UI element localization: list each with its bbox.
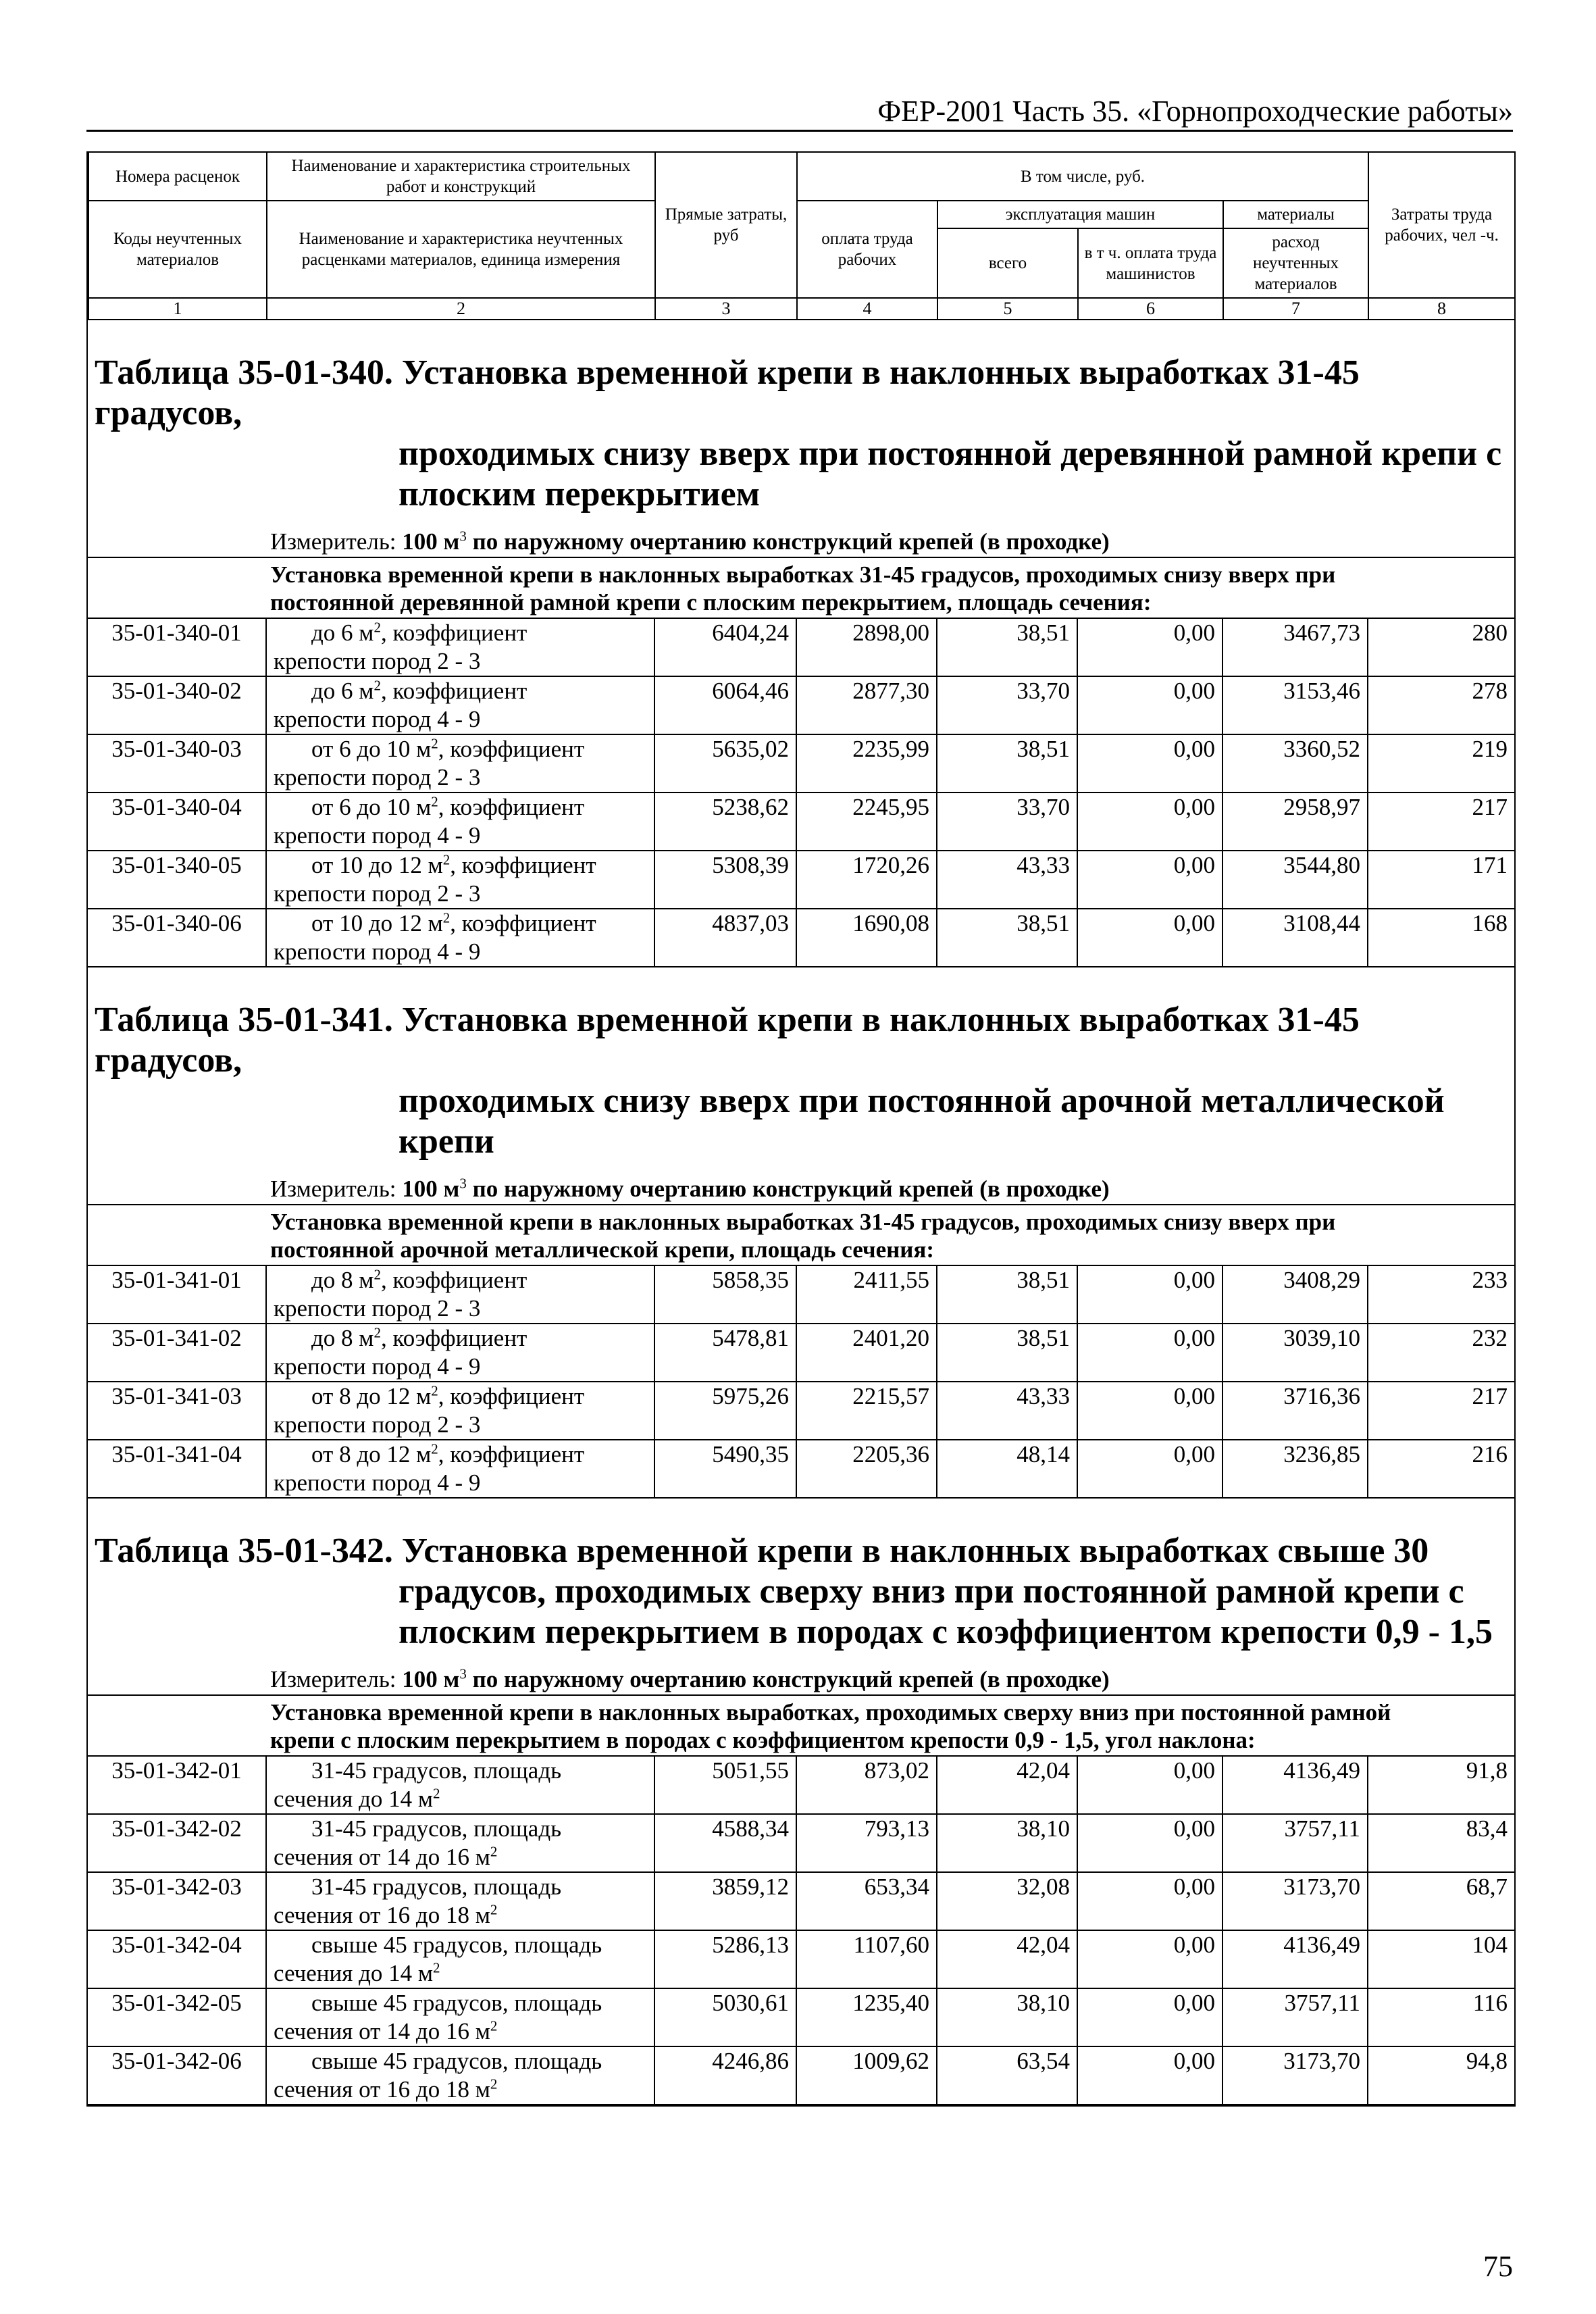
materials-cell: 3108,44 bbox=[1222, 909, 1368, 967]
section-title-line: проходимых снизу вверх при постоянной арочной металлической крепи bbox=[398, 1082, 1445, 1161]
rate-code: 35-01-341-03 bbox=[88, 1382, 266, 1440]
rate-description: свыше 45 градусов, площадь сечения до 14 $м^2$ bbox=[266, 1930, 654, 1988]
materials-cell: 3408,29 bbox=[1222, 1265, 1368, 1324]
section-title-line: проходимых снизу вверх при постоянной деревянной рамной крепи с bbox=[398, 434, 1502, 473]
direct-costs-cell: 4246,86 bbox=[654, 2046, 796, 2105]
materials-cell: 3467,73 bbox=[1222, 618, 1368, 676]
direct-costs-cell: 5030,61 bbox=[654, 1988, 796, 2046]
rate-description: до 6 $м^2$, коэффициент крепости пород 4 - 9 bbox=[266, 676, 654, 734]
rates-table bbox=[88, 1265, 1514, 1499]
labor-pay-cell: 2898,00 bbox=[796, 618, 937, 676]
operators-pay-cell: 0,00 bbox=[1077, 2046, 1222, 2105]
rate-description: свыше 45 градусов, площадь сечения от 14 до 16 $м^2$ bbox=[266, 1988, 654, 2046]
rate-description: до 6 $м^2$, коэффициент крепости пород 2 - 3 bbox=[266, 618, 654, 676]
labor-pay-cell: 1009,62 bbox=[796, 2046, 937, 2105]
rate-code: 35-01-340-02 bbox=[88, 676, 266, 734]
operators-pay-cell: 0,00 bbox=[1077, 618, 1222, 676]
header-name-bottom: Наименование и характеристика неучтенных расценками материалов, единица измерения bbox=[267, 201, 655, 298]
rate-description: свыше 45 градусов, площадь сечения от 16 до 18 $м^2$ bbox=[266, 2046, 654, 2105]
operators-pay-cell: 0,00 bbox=[1077, 1930, 1222, 1988]
section-title-line: Таблица 35-01-342. Установка временной крепи в наклонных выработках свыше 30 bbox=[95, 1532, 1429, 1570]
rates-table bbox=[88, 1755, 1514, 2105]
labor-pay-cell: 2245,95 bbox=[796, 793, 937, 851]
labor-hours-cell: 94,8 bbox=[1368, 2046, 1514, 2105]
rate-code: 35-01-342-06 bbox=[88, 2046, 266, 2105]
rate-code: 35-01-340-03 bbox=[88, 734, 266, 793]
intro-line: Установка временной крепи в наклонных выработках 31-45 градусов, проходимых снизу вверх при bbox=[270, 1209, 1336, 1235]
materials-cell: 3236,85 bbox=[1222, 1440, 1368, 1498]
machine-total-cell: 42,04 bbox=[937, 1756, 1077, 1814]
table-row bbox=[88, 1440, 1514, 1498]
table-section bbox=[88, 320, 1514, 967]
column-number: 7 bbox=[1223, 298, 1368, 320]
labor-hours-cell: 217 bbox=[1368, 793, 1514, 851]
section-title-line: плоским перекрытием в породах с коэффициентом крепости 0,9 - 1,5 bbox=[398, 1613, 1493, 1651]
header-name-top: Наименование и характеристика строительных работ и конструкций bbox=[267, 152, 655, 201]
column-header bbox=[88, 151, 1516, 320]
rate-code: 35-01-340-05 bbox=[88, 851, 266, 909]
intro-line: постоянной деревянной рамной крепи с плоским перекрытием, площадь сечения: bbox=[270, 589, 1152, 615]
meter-label: Измеритель: bbox=[270, 1666, 396, 1692]
table-row bbox=[88, 1382, 1514, 1440]
direct-costs-cell: 5286,13 bbox=[654, 1930, 796, 1988]
labor-pay-cell: 1720,26 bbox=[796, 851, 937, 909]
rate-description: от 10 до 12 $м^2$, коэффициент крепости пород 2 - 3 bbox=[266, 851, 654, 909]
labor-hours-cell: 232 bbox=[1368, 1324, 1514, 1382]
rate-code: 35-01-340-01 bbox=[88, 618, 266, 676]
machine-total-cell: 43,33 bbox=[937, 851, 1077, 909]
labor-pay-cell: 2401,20 bbox=[796, 1324, 937, 1382]
labor-hours-cell: 233 bbox=[1368, 1265, 1514, 1324]
table-section bbox=[88, 967, 1514, 1499]
labor-hours-cell: 278 bbox=[1368, 676, 1514, 734]
materials-cell: 3757,11 bbox=[1222, 1988, 1368, 2046]
section-title-line: градусов, проходимых сверху вниз при постоянной рамной крепи с bbox=[398, 1572, 1464, 1611]
labor-pay-cell: 793,13 bbox=[796, 1814, 937, 1872]
meter-label: Измеритель: bbox=[270, 1176, 396, 1202]
operators-pay-cell: 0,00 bbox=[1077, 851, 1222, 909]
rate-description: 31-45 градусов, площадь сечения до 14 $м^2$ bbox=[266, 1756, 654, 1814]
section-meter bbox=[88, 1663, 1514, 1694]
machine-total-cell: 38,51 bbox=[937, 734, 1077, 793]
table-row bbox=[88, 793, 1514, 851]
direct-costs-cell: 5478,81 bbox=[654, 1324, 796, 1382]
document-table bbox=[86, 151, 1516, 2107]
header-including: В том числе, руб. bbox=[797, 152, 1368, 201]
section-title-line: плоским перекрытием bbox=[398, 475, 761, 513]
direct-costs-cell: 5308,39 bbox=[654, 851, 796, 909]
operators-pay-cell: 0,00 bbox=[1077, 909, 1222, 967]
header-machine-operators-pay: в т ч. оплата труда машинистов bbox=[1078, 228, 1223, 298]
intro-line: крепи с плоским перекрытием в породах с коэффициентом крепости 0,9 - 1,5, угол наклона: bbox=[270, 1727, 1256, 1753]
section-title-line: Таблица 35-01-340. Установка временной крепи в наклонных выработках 31-45 градусов, bbox=[95, 353, 1360, 432]
materials-cell: 3173,70 bbox=[1222, 1872, 1368, 1930]
labor-hours-cell: 171 bbox=[1368, 851, 1514, 909]
header-machine-operation: эксплуатация машин bbox=[937, 201, 1223, 228]
labor-pay-cell: 2205,36 bbox=[796, 1440, 937, 1498]
direct-costs-cell: 6404,24 bbox=[654, 618, 796, 676]
section-title bbox=[88, 320, 1514, 526]
materials-cell: 3716,36 bbox=[1222, 1382, 1368, 1440]
labor-pay-cell: 1107,60 bbox=[796, 1930, 937, 1988]
operators-pay-cell: 0,00 bbox=[1077, 1988, 1222, 2046]
labor-hours-cell: 280 bbox=[1368, 618, 1514, 676]
labor-hours-cell: 219 bbox=[1368, 734, 1514, 793]
machine-total-cell: 42,04 bbox=[937, 1930, 1077, 1988]
labor-hours-cell: 168 bbox=[1368, 909, 1514, 967]
meter-rest: по наружному очертанию конструкций крепей (в проходке) bbox=[472, 528, 1110, 555]
rate-description: до 8 $м^2$, коэффициент крепости пород 4 - 9 bbox=[266, 1324, 654, 1382]
rate-description: от 8 до 12 $м^2$, коэффициент крепости пород 2 - 3 bbox=[266, 1382, 654, 1440]
table-row bbox=[88, 1930, 1514, 1988]
materials-cell: 3757,11 bbox=[1222, 1814, 1368, 1872]
header-codes-bottom: Коды неучтенных материалов bbox=[88, 201, 267, 298]
header-materials: материалы bbox=[1223, 201, 1368, 228]
operators-pay-cell: 0,00 bbox=[1077, 1440, 1222, 1498]
header-materials-unaccounted: расход неучтенных материалов bbox=[1223, 228, 1368, 298]
machine-total-cell: 38,51 bbox=[937, 1324, 1077, 1382]
direct-costs-cell: 6064,46 bbox=[654, 676, 796, 734]
meter-value: 100 м bbox=[402, 1666, 460, 1692]
table-row bbox=[88, 1814, 1514, 1872]
operators-pay-cell: 0,00 bbox=[1077, 676, 1222, 734]
header-machine-total: всего bbox=[937, 228, 1078, 298]
column-number: 4 bbox=[797, 298, 937, 320]
meter-rest: по наружному очертанию конструкций крепей (в проходке) bbox=[472, 1176, 1110, 1202]
page-number: 75 bbox=[1483, 2250, 1513, 2283]
table-row bbox=[88, 1265, 1514, 1324]
table-section bbox=[88, 1499, 1514, 2105]
table-row bbox=[88, 851, 1514, 909]
operators-pay-cell: 0,00 bbox=[1077, 1382, 1222, 1440]
intro-line: Установка временной крепи в наклонных выработках 31-45 градусов, проходимых снизу вверх при bbox=[270, 561, 1336, 588]
operators-pay-cell: 0,00 bbox=[1077, 793, 1222, 851]
rate-description: от 6 до 10 $м^2$, коэффициент крепости пород 2 - 3 bbox=[266, 734, 654, 793]
rate-code: 35-01-341-04 bbox=[88, 1440, 266, 1498]
machine-total-cell: 33,70 bbox=[937, 793, 1077, 851]
labor-hours-cell: 83,4 bbox=[1368, 1814, 1514, 1872]
column-number: 2 bbox=[267, 298, 655, 320]
header-codes-top: Номера расценок bbox=[88, 152, 267, 201]
materials-cell: 3360,52 bbox=[1222, 734, 1368, 793]
rate-description: от 8 до 12 $м^2$, коэффициент крепости пород 4 - 9 bbox=[266, 1440, 654, 1498]
column-number: 1 bbox=[88, 298, 267, 320]
meter-value: 100 м bbox=[402, 1176, 460, 1202]
section-intro bbox=[88, 1204, 1514, 1265]
machine-total-cell: 48,14 bbox=[937, 1440, 1077, 1498]
table-row bbox=[88, 909, 1514, 967]
direct-costs-cell: 5238,62 bbox=[654, 793, 796, 851]
materials-cell: 3173,70 bbox=[1222, 2046, 1368, 2105]
table-row bbox=[88, 734, 1514, 793]
materials-cell: 3153,46 bbox=[1222, 676, 1368, 734]
header-direct-costs: Прямые затраты, руб bbox=[655, 152, 797, 298]
rate-description: 31-45 градусов, площадь сечения от 14 до 16 $м^2$ bbox=[266, 1814, 654, 1872]
operators-pay-cell: 0,00 bbox=[1077, 1872, 1222, 1930]
meter-sup: 3 bbox=[459, 1175, 467, 1192]
labor-pay-cell: 653,34 bbox=[796, 1872, 937, 1930]
intro-line: Установка временной крепи в наклонных выработках, проходимых сверху вниз при постоянной рамной bbox=[270, 1699, 1391, 1726]
operators-pay-cell: 0,00 bbox=[1077, 734, 1222, 793]
materials-cell: 3039,10 bbox=[1222, 1324, 1368, 1382]
machine-total-cell: 38,10 bbox=[937, 1988, 1077, 2046]
column-number: 3 bbox=[655, 298, 797, 320]
machine-total-cell: 38,51 bbox=[937, 1265, 1077, 1324]
section-title-line: Таблица 35-01-341. Установка временной крепи в наклонных выработках 31-45 градусов, bbox=[95, 1001, 1360, 1080]
section-title bbox=[88, 967, 1514, 1173]
machine-total-cell: 38,51 bbox=[937, 618, 1077, 676]
direct-costs-cell: 3859,12 bbox=[654, 1872, 796, 1930]
direct-costs-cell: 5490,35 bbox=[654, 1440, 796, 1498]
rates-table bbox=[88, 618, 1514, 967]
labor-pay-cell: 1690,08 bbox=[796, 909, 937, 967]
header-rule bbox=[86, 130, 1513, 132]
rate-description: 31-45 градусов, площадь сечения от 16 до 18 $м^2$ bbox=[266, 1872, 654, 1930]
labor-pay-cell: 2215,57 bbox=[796, 1382, 937, 1440]
labor-hours-cell: 217 bbox=[1368, 1382, 1514, 1440]
materials-cell: 2958,97 bbox=[1222, 793, 1368, 851]
labor-hours-cell: 116 bbox=[1368, 1988, 1514, 2046]
table-row bbox=[88, 1324, 1514, 1382]
rate-description: от 10 до 12 $м^2$, коэффициент крепости пород 4 - 9 bbox=[266, 909, 654, 967]
machine-total-cell: 33,70 bbox=[937, 676, 1077, 734]
labor-pay-cell: 2411,55 bbox=[796, 1265, 937, 1324]
labor-pay-cell: 2877,30 bbox=[796, 676, 937, 734]
machine-total-cell: 43,33 bbox=[937, 1382, 1077, 1440]
materials-cell: 4136,49 bbox=[1222, 1756, 1368, 1814]
section-intro bbox=[88, 1694, 1514, 1755]
section-meter bbox=[88, 526, 1514, 557]
rate-code: 35-01-342-05 bbox=[88, 1988, 266, 2046]
rate-code: 35-01-342-03 bbox=[88, 1872, 266, 1930]
direct-costs-cell: 5858,35 bbox=[654, 1265, 796, 1324]
table-row bbox=[88, 1988, 1514, 2046]
direct-costs-cell: 5975,26 bbox=[654, 1382, 796, 1440]
labor-pay-cell: 873,02 bbox=[796, 1756, 937, 1814]
table-row bbox=[88, 618, 1514, 676]
labor-hours-cell: 216 bbox=[1368, 1440, 1514, 1498]
rate-description: от 6 до 10 $м^2$, коэффициент крепости пород 4 - 9 bbox=[266, 793, 654, 851]
meter-value: 100 м bbox=[402, 528, 460, 555]
header-labor-pay: оплата труда рабочих bbox=[797, 201, 937, 298]
intro-line: постоянной арочной металлической крепи, площадь сечения: bbox=[270, 1236, 935, 1263]
labor-hours-cell: 91,8 bbox=[1368, 1756, 1514, 1814]
running-header: ФЕР-2001 Часть 35. «Горнопроходческие работы» bbox=[877, 95, 1513, 128]
labor-pay-cell: 1235,40 bbox=[796, 1988, 937, 2046]
section-intro bbox=[88, 557, 1514, 618]
operators-pay-cell: 0,00 bbox=[1077, 1324, 1222, 1382]
rate-code: 35-01-340-06 bbox=[88, 909, 266, 967]
rate-description: до 8 $м^2$, коэффициент крепости пород 2 - 3 bbox=[266, 1265, 654, 1324]
rate-code: 35-01-342-04 bbox=[88, 1930, 266, 1988]
machine-total-cell: 63,54 bbox=[937, 2046, 1077, 2105]
operators-pay-cell: 0,00 bbox=[1077, 1814, 1222, 1872]
materials-cell: 3544,80 bbox=[1222, 851, 1368, 909]
meter-label: Измеритель: bbox=[270, 528, 396, 555]
labor-pay-cell: 2235,99 bbox=[796, 734, 937, 793]
section-meter bbox=[88, 1173, 1514, 1204]
column-number: 5 bbox=[937, 298, 1078, 320]
rate-code: 35-01-341-02 bbox=[88, 1324, 266, 1382]
labor-hours-cell: 104 bbox=[1368, 1930, 1514, 1988]
column-number: 8 bbox=[1368, 298, 1515, 320]
meter-sup: 3 bbox=[459, 1665, 467, 1682]
machine-total-cell: 32,08 bbox=[937, 1872, 1077, 1930]
rate-code: 35-01-341-01 bbox=[88, 1265, 266, 1324]
machine-total-cell: 38,10 bbox=[937, 1814, 1077, 1872]
labor-hours-cell: 68,7 bbox=[1368, 1872, 1514, 1930]
rate-code: 35-01-342-02 bbox=[88, 1814, 266, 1872]
column-number: 6 bbox=[1078, 298, 1223, 320]
machine-total-cell: 38,51 bbox=[937, 909, 1077, 967]
meter-sup: 3 bbox=[459, 528, 467, 545]
table-row bbox=[88, 676, 1514, 734]
rate-code: 35-01-342-01 bbox=[88, 1756, 266, 1814]
table-row bbox=[88, 1756, 1514, 1814]
section-title bbox=[88, 1499, 1514, 1663]
sections-container bbox=[88, 320, 1514, 2105]
rate-code: 35-01-340-04 bbox=[88, 793, 266, 851]
operators-pay-cell: 0,00 bbox=[1077, 1756, 1222, 1814]
meter-rest: по наружному очертанию конструкций крепей (в проходке) bbox=[472, 1666, 1110, 1692]
operators-pay-cell: 0,00 bbox=[1077, 1265, 1222, 1324]
direct-costs-cell: 5051,55 bbox=[654, 1756, 796, 1814]
table-row bbox=[88, 1872, 1514, 1930]
direct-costs-cell: 4588,34 bbox=[654, 1814, 796, 1872]
materials-cell: 4136,49 bbox=[1222, 1930, 1368, 1988]
direct-costs-cell: 5635,02 bbox=[654, 734, 796, 793]
table-row bbox=[88, 2046, 1514, 2105]
header-labor-costs: Затраты труда рабочих, чел -ч. bbox=[1368, 152, 1515, 298]
direct-costs-cell: 4837,03 bbox=[654, 909, 796, 967]
